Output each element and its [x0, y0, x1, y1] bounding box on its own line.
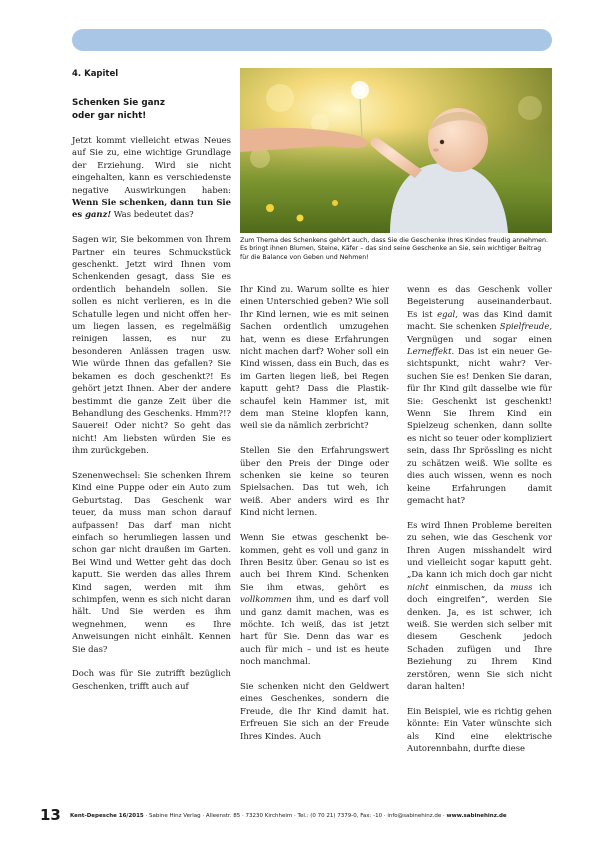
paragraph-10-italic-1: nicht [407, 581, 429, 592]
paragraph-9-italic-1: egal, [437, 308, 458, 319]
paragraph-8: Sie schenken nicht den Geldwert eines Geschenkes, sondern die Freude, die Ihr Kind damit hat. Erfreuen Sie sich an der Freude Ihres Kindes. Auch [240, 680, 389, 741]
article-column-1 [72, 68, 231, 692]
publisher-details: · Sabine Hinz Verlag · Alleenstr. 85 · 73230 Kirchheim · Tel.: (0 70 21) 7379-0, Fax: -10 · info@sabinehinz.de · [143, 813, 447, 819]
paragraph-9-b: was das Kind damit macht. Sie schenken [407, 308, 552, 332]
paragraph-1-end: Was bedeutet das? [111, 209, 194, 220]
paragraph-4: Doch was für Sie zutrifft bezüglich Geschenken, trifft auch auf [72, 668, 231, 691]
paragraph-1 [72, 134, 231, 221]
footer-line [70, 812, 507, 820]
publication-name: Kent-Depesche 16/2015 [70, 813, 144, 819]
paragraph-1-text: Jetzt kommt vielleicht etwas Neues auf Sie zu, eine wichtige Grundlage der Erziehung. Wird sie nicht eingehalten, kann es verschiedenste negative Auswirkungen haben: [72, 135, 231, 195]
paragraph-10-b: einmischen, da [428, 581, 511, 592]
paragraph-11: Ein Beispiel, wie es richtig gehen könnte: Ein Vater wünschte sich als Kind eine elektrische Autorennbahn, durfte diese [407, 705, 552, 753]
headline-line-2: oder gar nicht! [72, 110, 147, 121]
paragraph-1-bold: Wenn Sie schenken, dann tun Sie es [72, 197, 231, 220]
baby-dandelion-photo [240, 68, 552, 233]
paragraph-9-italic-3: Lerneffekt. [407, 346, 455, 357]
website-link[interactable]: www.sabinehinz.de [446, 813, 507, 819]
paragraph-7-a: Wenn Sie etwas geschenkt bekommen, geht es voll und ganz in Ihren Besitz über. Genau so ist es auch bei Ihrem Kind. Schenken Sie ihm etwas, gehört es [240, 532, 389, 592]
paragraph-9 [407, 283, 552, 506]
article-column-2 [240, 283, 389, 742]
paragraph-3: Szenenwechsel: Sie schenken Ihrem Kind eine Puppe oder ein Auto zum Geburtstag. Das Geschenk war teuer, da muss man schon darauf aufpassen! Das darf man nicht einfach so herumliegen lassen und schon gar nicht draußen im Garten. Bei Wind und Wetter geht das doch kaputt. Sie werden das alles Ihrem Kind sagen, werden mit ihm schimpfen, wenn es sich nicht daran hält. Und Sie werden es ihm wegnehmen, wenn es Ihre Anweisungen nicht einhält. Kennen Sie das? [72, 469, 231, 654]
article-photo [240, 68, 552, 233]
page-footer [40, 806, 555, 824]
paragraph-10-italic-2: muss [510, 581, 533, 592]
paragraph-2: Sagen wir, Sie bekommen von Ihrem Partner ein teures Schmuckstück geschenkt. Jetzt wird Ihnen vom Schenkenden gesagt, dass Sie es ordentlich behandeln sollen. Sie sollen es nicht verlieren, es in die Schatulle legen und nicht offen herum liegen lassen, es regelmäßig reinigen lassen, es nur zu besonderen Anlässen tragen usw. Wie würde Ihnen das gefallen? Sie bekamen es doch geschenkt?! Es gehört jetzt Ihnen. Aber der andere bestimmt die ganze Zeit über die Behandlung des Geschenks. Hmm?!? Sauerei! Oder nicht? So geht das nicht! Am liebsten würden Sie es ihm zurückgeben. [72, 234, 231, 456]
paragraph-6: Stellen Sie den Erfahrungswert über den Preis der Dinge oder schenken sie keine so teuren Spielsachen. Das tut weh, ich weiß. Aber anders wird es Ihr Kind nicht lernen. [240, 445, 389, 518]
paragraph-5: Ihr Kind zu. Warum sollte es hier einen Unterschied geben? Wie soll Ihr Kind lernen, wie es mit seinen Sachen ordentlich umzugehen hat, wenn es diese Erfahrungen nicht machen darf? Woher soll ein Kind wissen, dass ein Buch, das es im Garten liegen ließ, bei Regen kaputt geht? Dass die Plastikschaufel kein Hammer ist, mit dem man Steine klopfen kann, weil sie da nämlich zerbricht? [240, 284, 389, 431]
page-number: 13 [40, 806, 61, 824]
header-bar [72, 29, 552, 51]
paragraph-7 [240, 531, 389, 667]
paragraph-10 [407, 519, 552, 693]
paragraph-9-a: wenn es das Geschenk voller Begeisterung auseinanderbaut. Es ist [407, 284, 552, 319]
paragraph-10-a: Es wird Ihnen Probleme bereiten zu sehen, wie das Geschenk vor Ihren Augen misshandelt wird und vielleicht sogar kaputt geht. „Da kann ich mich doch gar nicht [407, 519, 552, 580]
photo-caption: Zum Thema des Schenkens gehört auch, dass Sie die Geschenke Ihres Kindes freudig annehmen. Es bringt ihnen Blumen, Steine, Käfer – das sind seine Geschenke an Sie, sein wichtiger Beitrag für die Balance von Geben und Nehmen! [240, 237, 549, 261]
paragraph-7-b: ihm, und es darf voll und ganz damit machen, was es möchte. Ich weiß, das ist jetzt hart für Sie. Denn das war es auch für mich – und ist es heute noch manchmal. [240, 594, 389, 667]
paragraph-9-italic-2: Spielfreude, [499, 321, 552, 332]
chapter-label: 4. Kapitel [72, 69, 119, 79]
paragraph-9-c: Vergnügen und sogar einen [407, 333, 552, 344]
paragraph-1-bold-italic: ganz! [85, 209, 112, 220]
article-headline [72, 97, 231, 122]
paragraph-10-c: ich doch eingreifen“, werden Sie denken. Ja, es ist schwer, ich weiß. Sie werden sich selber mit diesem Geschenk jedoch Schaden zufügen und Ihre Beziehung zu Ihrem Kind zerstören, wenn Sie sich nicht daran halten! [407, 581, 552, 691]
paragraph-9-d: Das ist ein neuer Gesichtspunkt, nicht wahr? Versuchen Sie es! Denken Sie daran, für Ihr Kind gilt dasselbe wie für Sie: Geschenkt ist geschenkt! Wenn Sie Ihrem Kind ein Spielzeug schenken, dann sollte es nicht so teuer oder kompliziert sein, dass Ihr Sprössling es nicht zu schätzen weiß. Wie sollte es dies auch wissen, wenn es noch keine Erfahrungen damit gemacht hat? [407, 346, 552, 505]
paragraph-7-italic: vollkommen [240, 594, 292, 605]
article-column-3 [407, 283, 552, 754]
headline-line-1: Schenken Sie ganz [72, 98, 165, 108]
